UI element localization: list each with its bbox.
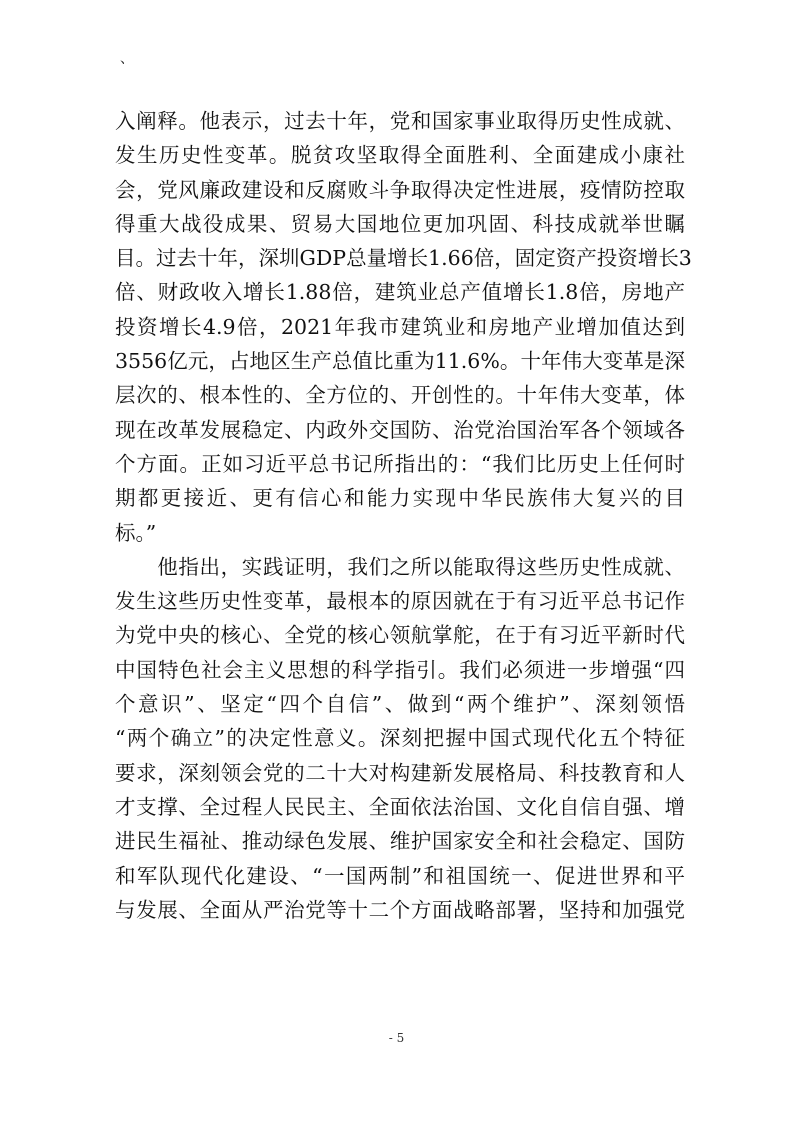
text-line: 才支撑、全过程人民民主、全面依法治国、文化自信自强、增 bbox=[115, 794, 685, 819]
text-line: 期都更接近、更有信心和能力实现中华民族伟大复兴的目 bbox=[115, 486, 685, 511]
text-line: 投资增长4.9倍，2021年我市建筑业和房地产业增加值达到 bbox=[115, 314, 685, 339]
text-line: 倍、财政收入增长1.88倍，建筑业总产值增长1.8倍，房地产 bbox=[115, 280, 685, 305]
body-text bbox=[115, 104, 692, 927]
text-line: 中国特色社会主义思想的科学指引。我们必须进一步增强“四 bbox=[115, 657, 685, 682]
page-number: - 5 bbox=[388, 1031, 405, 1045]
text-line: 标。” bbox=[115, 520, 157, 545]
text-line: 3556亿元，占地区生产总值比重为11.6%。十年伟大变革是深 bbox=[115, 349, 685, 374]
text-line: 现在改革发展稳定、内政外交国防、治党治国治军各个领域各 bbox=[115, 417, 685, 442]
text-line: 层次的、根本性的、全方位的、开创性的。十年伟大变革，体 bbox=[115, 383, 685, 408]
text-line: 和军队现代化建设、“一国两制”和祖国统一、促进世界和平 bbox=[115, 863, 685, 888]
text-line: 目。过去十年，深圳GDP总量增长1.66倍，固定资产投资增长3 bbox=[115, 246, 692, 271]
text-line: 进民生福祉、推动绿色发展、维护国家安全和社会稳定、国防 bbox=[115, 829, 685, 854]
text-line: 要求，深刻领会党的二十大对构建新发展格局、科技教育和人 bbox=[115, 760, 685, 785]
text-line: 为党中央的核心、全党的核心领航掌舵，在于有习近平新时代 bbox=[115, 623, 685, 648]
text-line: 他指出，实践证明，我们之所以能取得这些历史性成就、 bbox=[115, 554, 685, 579]
text-line: 与发展、全面从严治党等十二个方面战略部署，坚持和加强党 bbox=[115, 897, 685, 922]
text-line: 个方面。正如习近平总书记所指出的：“我们比历史上任何时 bbox=[115, 451, 685, 476]
text-line: 发生这些历史性变革，最根本的原因就在于有习近平总书记作 bbox=[115, 589, 685, 614]
text-line: “两个确立”的决定性意义。深刻把握中国式现代化五个特征 bbox=[115, 726, 685, 751]
text-line: 个意识”、坚定“四个自信”、做到“两个维护”、深刻领悟 bbox=[115, 692, 685, 717]
text-line: 得重大战役成果、贸易大国地位更加巩固、科技成就举世瞩 bbox=[115, 211, 685, 236]
text-line: 会，党风廉政建设和反腐败斗争取得决定性进展，疫情防控取 bbox=[115, 177, 685, 202]
stray-mark: 、 bbox=[120, 51, 134, 67]
text-line: 发生历史性变革。脱贫攻坚取得全面胜利、全面建成小康社 bbox=[115, 143, 685, 168]
text-line: 入阐释。他表示，过去十年，党和国家事业取得历史性成就、 bbox=[115, 109, 685, 133]
